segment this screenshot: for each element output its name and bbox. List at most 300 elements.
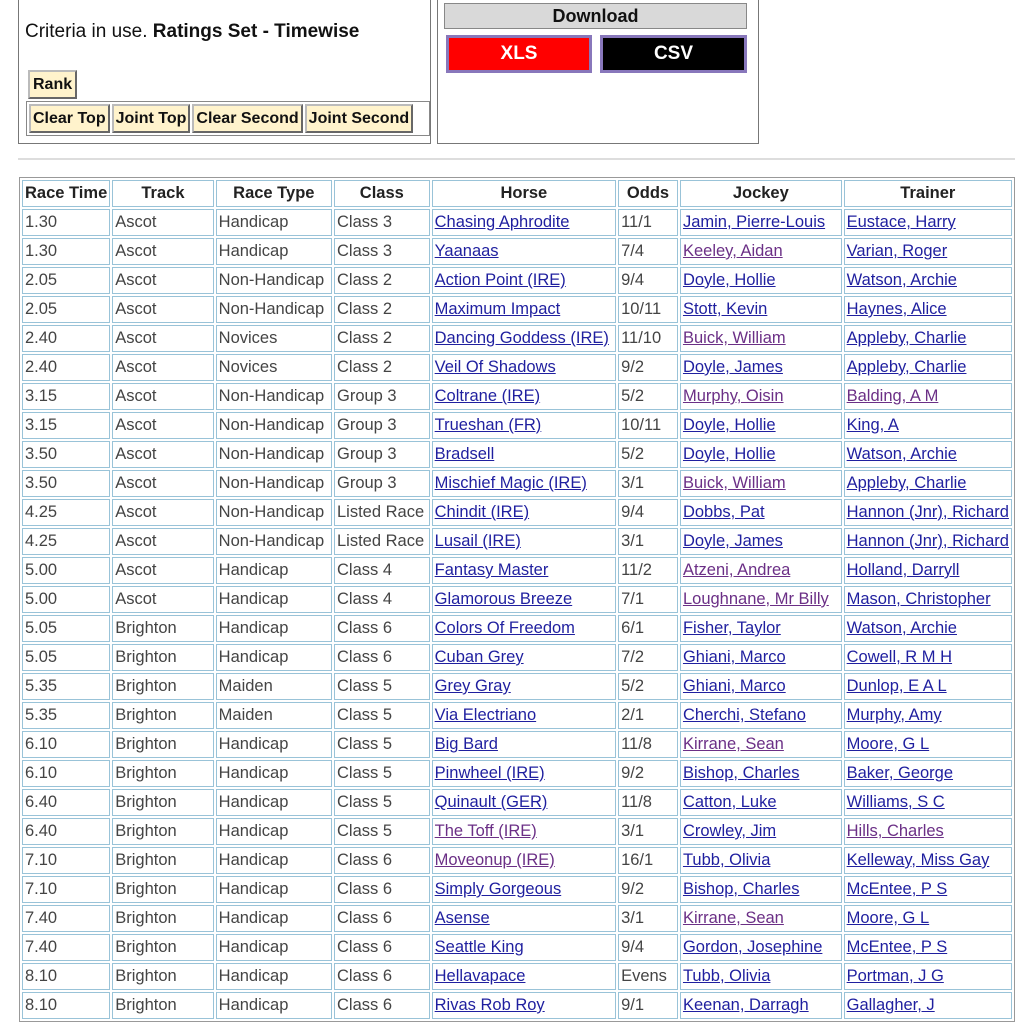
horse-link[interactable]: Mischief Magic (IRE) xyxy=(434,474,587,492)
race-type-cell: Handicap xyxy=(216,615,332,642)
horse-link[interactable]: Chindit (IRE) xyxy=(434,503,530,521)
rank-button[interactable]: Rank xyxy=(28,70,77,99)
class-cell: Class 2 xyxy=(334,296,430,323)
race-type-cell: Novices xyxy=(216,325,332,352)
track-cell: Ascot xyxy=(112,267,213,294)
horse-link[interactable]: Simply Gorgeous xyxy=(434,880,562,898)
horse-cell xyxy=(432,354,616,381)
trainer-link[interactable]: Dunlop, E A L xyxy=(846,677,947,695)
selection-button-row xyxy=(26,101,430,136)
odds-cell: 7/1 xyxy=(618,586,678,613)
horse-cell xyxy=(432,325,616,352)
table-row xyxy=(22,876,1012,903)
clear-second-button[interactable]: Clear Second xyxy=(192,104,302,133)
track-cell: Ascot xyxy=(112,557,213,584)
horse-cell xyxy=(432,615,616,642)
trainer-link[interactable]: Holland, Darryll xyxy=(846,561,960,579)
race-type-cell: Handicap xyxy=(216,992,332,1019)
horse-link[interactable]: Via Electriano xyxy=(434,706,537,724)
trainer-link[interactable]: McEntee, P S xyxy=(846,938,948,956)
trainer-link[interactable]: Cowell, R M H xyxy=(846,648,953,666)
trainer-link[interactable]: Eustace, Harry xyxy=(846,213,956,231)
trainer-link[interactable]: Hannon (Jnr), Richard xyxy=(846,503,1009,521)
jockey-link[interactable]: Murphy, Oisin xyxy=(682,387,784,405)
horse-cell xyxy=(432,934,616,961)
trainer-cell xyxy=(844,412,1012,439)
track-cell: Ascot xyxy=(112,354,213,381)
class-cell: Class 5 xyxy=(334,731,430,758)
trainer-cell xyxy=(844,963,1012,990)
trainer-link[interactable]: Balding, A M xyxy=(846,387,939,405)
trainer-link[interactable]: McEntee, P S xyxy=(846,880,948,898)
trainer-link[interactable]: Moore, G L xyxy=(846,909,930,927)
header-horse: Horse xyxy=(432,180,616,207)
trainer-cell xyxy=(844,209,1012,236)
race-time-cell: 6.10 xyxy=(22,731,110,758)
trainer-cell xyxy=(844,702,1012,729)
race-type-cell: Handicap xyxy=(216,905,332,932)
horse-link[interactable]: Rivas Rob Roy xyxy=(434,996,545,1014)
jockey-link[interactable]: Doyle, Hollie xyxy=(682,271,776,289)
race-type-cell: Non-Handicap xyxy=(216,499,332,526)
horse-link[interactable]: Seattle King xyxy=(434,938,524,956)
trainer-link[interactable]: Appleby, Charlie xyxy=(846,329,967,347)
race-type-cell: Non-Handicap xyxy=(216,383,332,410)
track-cell: Brighton xyxy=(112,673,213,700)
trainer-link[interactable]: Appleby, Charlie xyxy=(846,474,967,492)
jockey-link[interactable]: Doyle, Hollie xyxy=(682,416,776,434)
trainer-cell xyxy=(844,847,1012,874)
criteria-name: Ratings Set - Timewise xyxy=(152,21,360,42)
trainer-link[interactable]: Appleby, Charlie xyxy=(846,358,967,376)
class-cell: Class 6 xyxy=(334,963,430,990)
trainer-link[interactable]: King, A xyxy=(846,416,899,434)
trainer-cell xyxy=(844,325,1012,352)
race-time-cell: 4.25 xyxy=(22,499,110,526)
horse-link[interactable]: Trueshan (FR) xyxy=(434,416,542,434)
odds-cell: 9/1 xyxy=(618,992,678,1019)
table-row xyxy=(22,731,1012,758)
class-cell: Class 6 xyxy=(334,934,430,961)
horse-link[interactable]: Lusail (IRE) xyxy=(434,532,521,550)
horse-cell xyxy=(432,702,616,729)
odds-cell: 5/2 xyxy=(618,383,678,410)
table-row xyxy=(22,441,1012,468)
race-time-cell: 6.40 xyxy=(22,818,110,845)
jockey-link[interactable]: Doyle, James xyxy=(682,532,783,550)
trainer-link[interactable]: Watson, Archie xyxy=(846,271,957,289)
jockey-link[interactable]: Doyle, Hollie xyxy=(682,445,776,463)
jockey-cell xyxy=(680,586,842,613)
jockey-cell xyxy=(680,354,842,381)
trainer-link[interactable]: Williams, S C xyxy=(846,793,945,811)
horse-link[interactable]: Pinwheel (IRE) xyxy=(434,764,545,782)
race-time-cell: 1.30 xyxy=(22,209,110,236)
table-row xyxy=(22,644,1012,671)
horse-cell xyxy=(432,992,616,1019)
horse-link[interactable]: Hellavapace xyxy=(434,967,526,985)
criteria-text xyxy=(25,21,359,43)
class-cell: Class 2 xyxy=(334,267,430,294)
table-row xyxy=(22,818,1012,845)
horse-cell xyxy=(432,963,616,990)
trainer-cell xyxy=(844,673,1012,700)
table-row xyxy=(22,325,1012,352)
class-cell: Class 6 xyxy=(334,847,430,874)
horse-link[interactable]: Chasing Aphrodite xyxy=(434,213,570,231)
header-track: Track xyxy=(112,180,213,207)
race-type-cell: Handicap xyxy=(216,557,332,584)
race-type-cell: Handicap xyxy=(216,818,332,845)
trainer-cell xyxy=(844,876,1012,903)
odds-cell: 3/1 xyxy=(618,528,678,555)
track-cell: Brighton xyxy=(112,905,213,932)
horse-cell xyxy=(432,267,616,294)
race-time-cell: 5.05 xyxy=(22,644,110,671)
trainer-cell xyxy=(844,557,1012,584)
race-type-cell: Maiden xyxy=(216,702,332,729)
trainer-cell xyxy=(844,586,1012,613)
horse-cell xyxy=(432,586,616,613)
odds-cell: 3/1 xyxy=(618,818,678,845)
jockey-link[interactable]: Jamin, Pierre-Louis xyxy=(682,213,826,231)
criteria-panel xyxy=(18,0,431,144)
race-type-cell: Non-Handicap xyxy=(216,470,332,497)
jockey-link[interactable]: Kirrane, Sean xyxy=(682,735,784,753)
jockey-cell xyxy=(680,789,842,816)
horse-cell xyxy=(432,818,616,845)
race-type-cell: Handicap xyxy=(216,963,332,990)
download-xls-button[interactable]: XLS xyxy=(446,35,592,73)
horse-cell xyxy=(432,441,616,468)
horse-cell xyxy=(432,412,616,439)
race-type-cell: Handicap xyxy=(216,644,332,671)
jockey-cell xyxy=(680,818,842,845)
class-cell: Class 2 xyxy=(334,354,430,381)
odds-cell: 6/1 xyxy=(618,615,678,642)
track-cell: Brighton xyxy=(112,818,213,845)
trainer-link[interactable]: Mason, Christopher xyxy=(846,590,991,608)
odds-cell: 9/2 xyxy=(618,876,678,903)
trainer-link[interactable]: Moore, G L xyxy=(846,735,930,753)
class-cell: Class 6 xyxy=(334,876,430,903)
jockey-cell xyxy=(680,673,842,700)
trainer-cell xyxy=(844,441,1012,468)
header-row xyxy=(22,180,1012,207)
track-cell: Ascot xyxy=(112,383,213,410)
horse-link[interactable]: Quinault (GER) xyxy=(434,793,548,811)
jockey-link[interactable]: Buick, William xyxy=(682,329,786,347)
trainer-link[interactable]: Kelleway, Miss Gay xyxy=(846,851,990,869)
trainer-link[interactable]: Gallagher, J xyxy=(846,996,935,1014)
class-cell: Listed Race xyxy=(334,499,430,526)
jockey-cell xyxy=(680,557,842,584)
horse-link[interactable]: Action Point (IRE) xyxy=(434,271,566,289)
jockey-link[interactable]: Gordon, Josephine xyxy=(682,938,823,956)
race-time-cell: 7.40 xyxy=(22,905,110,932)
odds-cell: 9/4 xyxy=(618,934,678,961)
odds-cell: 9/4 xyxy=(618,267,678,294)
jockey-cell xyxy=(680,209,842,236)
table-row xyxy=(22,209,1012,236)
odds-cell: 9/4 xyxy=(618,499,678,526)
download-csv-button[interactable]: CSV xyxy=(600,35,747,73)
jockey-cell xyxy=(680,644,842,671)
odds-cell: 2/1 xyxy=(618,702,678,729)
class-cell: Class 3 xyxy=(334,209,430,236)
jockey-link[interactable]: Cherchi, Stefano xyxy=(682,706,806,724)
jockey-link[interactable]: Ghiani, Marco xyxy=(682,677,786,695)
trainer-link[interactable]: Hannon (Jnr), Richard xyxy=(846,532,1009,550)
trainer-link[interactable]: Murphy, Amy xyxy=(846,706,942,724)
race-type-cell: Non-Handicap xyxy=(216,296,332,323)
trainer-cell xyxy=(844,499,1012,526)
horse-link[interactable]: Colors Of Freedom xyxy=(434,619,575,637)
table-row xyxy=(22,267,1012,294)
jockey-link[interactable]: Stott, Kevin xyxy=(682,300,768,318)
class-cell: Class 5 xyxy=(334,818,430,845)
horse-cell xyxy=(432,847,616,874)
horse-link[interactable]: Yaanaas xyxy=(434,242,499,260)
trainer-cell xyxy=(844,354,1012,381)
odds-cell: 11/2 xyxy=(618,557,678,584)
class-cell: Class 6 xyxy=(334,615,430,642)
race-time-cell: 5.35 xyxy=(22,702,110,729)
track-cell: Brighton xyxy=(112,789,213,816)
trainer-link[interactable]: Baker, George xyxy=(846,764,954,782)
race-type-cell: Handicap xyxy=(216,238,332,265)
horse-cell xyxy=(432,876,616,903)
track-cell: Brighton xyxy=(112,760,213,787)
criteria-prefix: Criteria in use. xyxy=(25,21,148,42)
track-cell: Ascot xyxy=(112,586,213,613)
horse-cell xyxy=(432,673,616,700)
odds-cell: 10/11 xyxy=(618,412,678,439)
divider xyxy=(18,158,1015,160)
trainer-link[interactable]: Varian, Roger xyxy=(846,242,948,260)
race-type-cell: Handicap xyxy=(216,789,332,816)
jockey-link[interactable]: Keenan, Darragh xyxy=(682,996,809,1014)
odds-cell: 11/10 xyxy=(618,325,678,352)
track-cell: Ascot xyxy=(112,441,213,468)
race-time-cell: 2.40 xyxy=(22,325,110,352)
class-cell: Group 3 xyxy=(334,412,430,439)
jockey-cell xyxy=(680,934,842,961)
class-cell: Listed Race xyxy=(334,528,430,555)
odds-cell: 7/4 xyxy=(618,238,678,265)
class-cell: Class 4 xyxy=(334,557,430,584)
jockey-link[interactable]: Tubb, Olivia xyxy=(682,967,771,985)
table-row xyxy=(22,702,1012,729)
race-time-cell: 5.35 xyxy=(22,673,110,700)
trainer-link[interactable]: Haynes, Alice xyxy=(846,300,947,318)
trainer-cell xyxy=(844,934,1012,961)
jockey-link[interactable]: Keeley, Aidan xyxy=(682,242,783,260)
jockey-cell xyxy=(680,963,842,990)
download-panel xyxy=(437,0,759,144)
race-type-cell: Handicap xyxy=(216,209,332,236)
jockey-link[interactable]: Ghiani, Marco xyxy=(682,648,786,666)
horse-link[interactable]: Bradsell xyxy=(434,445,495,463)
class-cell: Class 5 xyxy=(334,673,430,700)
jockey-link[interactable]: Buick, William xyxy=(682,474,786,492)
jockey-link[interactable]: Atzeni, Andrea xyxy=(682,561,791,579)
odds-cell: Evens xyxy=(618,963,678,990)
header-race-time: Race Time xyxy=(22,180,110,207)
track-cell: Brighton xyxy=(112,615,213,642)
trainer-cell xyxy=(844,760,1012,787)
trainer-link[interactable]: Watson, Archie xyxy=(846,445,957,463)
horse-link[interactable]: Big Bard xyxy=(434,735,498,753)
horse-cell xyxy=(432,383,616,410)
race-type-cell: Novices xyxy=(216,354,332,381)
horse-link[interactable]: Cuban Grey xyxy=(434,648,524,666)
class-cell: Class 6 xyxy=(334,905,430,932)
horse-cell xyxy=(432,238,616,265)
class-cell: Class 3 xyxy=(334,238,430,265)
track-cell: Brighton xyxy=(112,963,213,990)
jockey-cell xyxy=(680,760,842,787)
table-row xyxy=(22,586,1012,613)
odds-cell: 3/1 xyxy=(618,905,678,932)
track-cell: Brighton xyxy=(112,702,213,729)
table-row xyxy=(22,992,1012,1019)
table-row xyxy=(22,760,1012,787)
trainer-link[interactable]: Portman, J G xyxy=(846,967,944,985)
table-row xyxy=(22,789,1012,816)
table-body xyxy=(22,209,1012,1019)
horse-link[interactable]: Fantasy Master xyxy=(434,561,549,579)
table-row xyxy=(22,499,1012,526)
jockey-link[interactable]: Catton, Luke xyxy=(682,793,777,811)
horse-link[interactable]: Veil Of Shadows xyxy=(434,358,556,376)
trainer-link[interactable]: Hills, Charles xyxy=(846,822,944,840)
race-time-cell: 2.40 xyxy=(22,354,110,381)
jockey-link[interactable]: Loughnane, Mr Billy xyxy=(682,590,829,608)
class-cell: Class 5 xyxy=(334,789,430,816)
class-cell: Group 3 xyxy=(334,383,430,410)
race-type-cell: Non-Handicap xyxy=(216,441,332,468)
horse-cell xyxy=(432,905,616,932)
jockey-cell xyxy=(680,499,842,526)
race-time-cell: 2.05 xyxy=(22,267,110,294)
race-time-cell: 2.05 xyxy=(22,296,110,323)
odds-cell: 11/8 xyxy=(618,789,678,816)
odds-cell: 9/2 xyxy=(618,760,678,787)
horse-cell xyxy=(432,760,616,787)
jockey-link[interactable]: Doyle, James xyxy=(682,358,783,376)
track-cell: Ascot xyxy=(112,499,213,526)
header-jockey: Jockey xyxy=(680,180,842,207)
horse-cell xyxy=(432,557,616,584)
class-cell: Class 2 xyxy=(334,325,430,352)
race-type-cell: Handicap xyxy=(216,934,332,961)
odds-cell: 3/1 xyxy=(618,470,678,497)
class-cell: Group 3 xyxy=(334,441,430,468)
horse-link[interactable]: Glamorous Breeze xyxy=(434,590,573,608)
jockey-link[interactable]: Tubb, Olivia xyxy=(682,851,771,869)
race-time-cell: 7.40 xyxy=(22,934,110,961)
download-title: Download xyxy=(444,3,747,29)
horse-cell xyxy=(432,209,616,236)
table-row xyxy=(22,354,1012,381)
race-type-cell: Handicap xyxy=(216,760,332,787)
race-time-cell: 5.05 xyxy=(22,615,110,642)
race-type-cell: Handicap xyxy=(216,847,332,874)
odds-cell: 5/2 xyxy=(618,441,678,468)
trainer-cell xyxy=(844,818,1012,845)
table-row xyxy=(22,847,1012,874)
table-row xyxy=(22,673,1012,700)
jockey-cell xyxy=(680,731,842,758)
jockey-cell xyxy=(680,847,842,874)
table-row xyxy=(22,615,1012,642)
trainer-link[interactable]: Watson, Archie xyxy=(846,619,957,637)
jockey-link[interactable]: Kirrane, Sean xyxy=(682,909,784,927)
odds-cell: 16/1 xyxy=(618,847,678,874)
horse-link[interactable]: Asense xyxy=(434,909,490,927)
jockey-cell xyxy=(680,702,842,729)
horse-cell xyxy=(432,528,616,555)
race-type-cell: Maiden xyxy=(216,673,332,700)
odds-cell: 7/2 xyxy=(618,644,678,671)
race-type-cell: Non-Handicap xyxy=(216,267,332,294)
race-time-cell: 6.10 xyxy=(22,760,110,787)
horse-cell xyxy=(432,644,616,671)
joint-second-button[interactable]: Joint Second xyxy=(305,104,413,133)
jockey-link[interactable]: Crowley, Jim xyxy=(682,822,777,840)
jockey-cell xyxy=(680,383,842,410)
joint-top-button[interactable]: Joint Top xyxy=(112,104,191,133)
jockey-link[interactable]: Bishop, Charles xyxy=(682,880,800,898)
trainer-cell xyxy=(844,267,1012,294)
race-time-cell: 5.00 xyxy=(22,557,110,584)
race-time-cell: 3.50 xyxy=(22,441,110,468)
jockey-link[interactable]: Dobbs, Pat xyxy=(682,503,765,521)
horse-link[interactable]: Moveonup (IRE) xyxy=(434,851,555,869)
track-cell: Ascot xyxy=(112,470,213,497)
results-table xyxy=(19,177,1015,1022)
horse-link[interactable]: Maximum Impact xyxy=(434,300,561,318)
trainer-cell xyxy=(844,296,1012,323)
trainer-cell xyxy=(844,905,1012,932)
jockey-cell xyxy=(680,325,842,352)
horse-link[interactable]: Grey Gray xyxy=(434,677,511,695)
horse-link[interactable]: Coltrane (IRE) xyxy=(434,387,541,405)
track-cell: Brighton xyxy=(112,992,213,1019)
jockey-cell xyxy=(680,267,842,294)
jockey-link[interactable]: Bishop, Charles xyxy=(682,764,800,782)
jockey-link[interactable]: Fisher, Taylor xyxy=(682,619,781,637)
track-cell: Ascot xyxy=(112,238,213,265)
race-time-cell: 4.25 xyxy=(22,528,110,555)
horse-cell xyxy=(432,470,616,497)
table-row xyxy=(22,296,1012,323)
table-row xyxy=(22,963,1012,990)
track-cell: Brighton xyxy=(112,731,213,758)
horse-link[interactable]: The Toff (IRE) xyxy=(434,822,537,840)
horse-link[interactable]: Dancing Goddess (IRE) xyxy=(434,329,609,347)
race-time-cell: 8.10 xyxy=(22,992,110,1019)
jockey-cell xyxy=(680,296,842,323)
trainer-cell xyxy=(844,731,1012,758)
clear-top-button[interactable]: Clear Top xyxy=(29,104,110,133)
track-cell: Brighton xyxy=(112,876,213,903)
race-time-cell: 3.15 xyxy=(22,412,110,439)
race-time-cell: 7.10 xyxy=(22,876,110,903)
table-row xyxy=(22,905,1012,932)
trainer-cell xyxy=(844,470,1012,497)
